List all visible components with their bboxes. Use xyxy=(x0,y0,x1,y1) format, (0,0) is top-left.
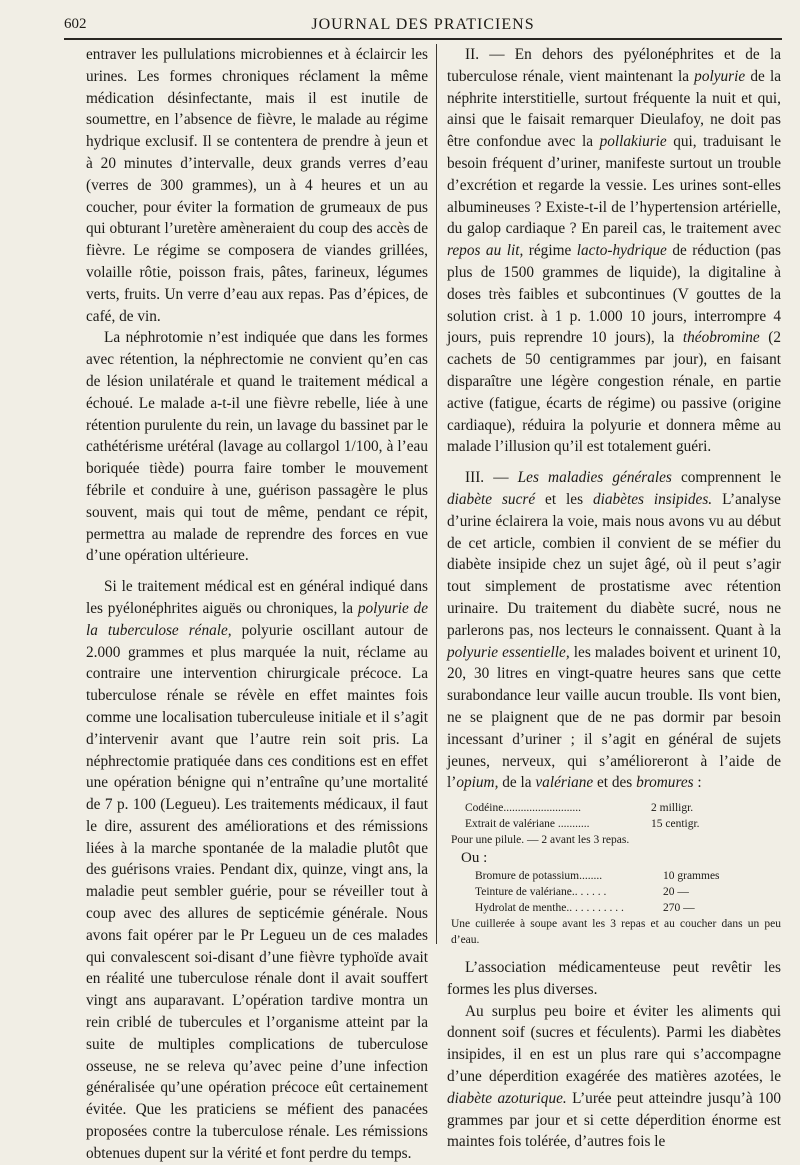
left-column xyxy=(86,44,428,1162)
prescription-row: Codéine........................... 2 milligr. xyxy=(465,802,694,815)
paragraph-nephrotomy: La néphrotomie n’est indiquée que dans les formes avec rétention, la néphrectomie ne convient qu’en cas de lésion unilatérale et quand le traitement médical a échoué. Le malade a-t-il une fièvre rebelle, liée à une rétention purulente du rein, un lavage du bassinet par le cathétérisme urétéral (lavage au collargol 1/100, à l’eau boriquée tiède) pourra faire tomber le mouvement fébrile et conduire à une, guérison passagère le plus souvent, mais qui tout de même, pendant ce répit, permettra au malade de reprendre des forces en vue d’une opération ultérieure. xyxy=(86,329,428,565)
page-header xyxy=(64,12,782,40)
prescription-row: Bromure de potassium........ 10 grammes xyxy=(475,870,720,883)
prescription-or: Ou : xyxy=(461,850,488,867)
page-number: 602 xyxy=(64,16,87,32)
paragraph-section-ii: II. — En dehors des pyélonéphrites et de la tuberculose rénale, vient maintenant la polyurie de la néphrite interstitielle, surtout fréquente la nuit et qui, ainsi que le faisait remarquer Dieulafoy, ne doit pas être confondue avec la pollakiurie qui, traduisant le besoin fréquent d’uriner, manifeste surtout un trouble d’excrétion et regarde la vessie. Les urines sont-elles albumineuses ? Existe-t-il de l’hypertension artérielle, du galop cardiaque ? En pareil cas, le traitement avec repos au lit, régime lacto-hydrique de réduction (pas plus de 1500 grammes de liquide), la digitaline à doses très faibles et subcontinues (V gouttes de la solution crist. à 1 p. 1.000 10 jours, interrompre 4 jours, puis reprendre 10 jours), la théobromine (2 cachets de 50 centigrammes par jour), en faisant disparaître une légère congestion rénale, en partie active (fatigue, écarts de régime) ou passive (origine cardiaque), réduira la polyurie et donnera même au malade l’illusion qu’il est totalement guéri. xyxy=(447,46,781,456)
prescription-row: Teinture de valériane.. . . . . . 20 — xyxy=(475,886,689,899)
paragraph-section-iii: III. — Les maladies générales comprennent le diabète sucré et les diabètes insipides. L’analyse d’urine éclairera la voie, mais nous avons vu au début de cet article, combien il convient de se méfier du diabète insipide chez un sujet âgé, où il peut s’agir tout simplement de prostatisme avec rétention urinaire. Du traitement du diabète sucré, nous ne parlerons pas, nos lecteurs le connaissent. Quant à la polyurie essentielle, les malades boivent et urinent 10, 20, 30 litres en vingt-quatre heures sans que cette surabondance leur vaille aucun trouble. Ils vont bien, ne se plaignent que de ne pas dormir par besoin incessant d’uriner ; il s’agit en général de sujets jeunes, nerveux, qui s’amélioreront à l’aide de l’opium, de la valériane et des bromures : xyxy=(447,469,781,792)
journal-title: JOURNAL DES PRATICIENS xyxy=(311,16,535,33)
prescription-pill xyxy=(447,800,781,948)
prescription-note-1: Pour une pilule. — 2 avant les 3 repas. xyxy=(451,834,630,847)
right-column xyxy=(447,44,781,1151)
paragraph-tuberculosis: Si le traitement médical est en général indiqué dans les pyélonéphrites aiguës ou chroniques, la polyurie de la tuberculose rénale, polyurie oscillant autour de 2.000 grammes et plus marquée la nuit, réclame au contraire une intervention chirurgicale précoce. La tuberculose rénale se révèle en effet maintes fois comme une localisation tuberculeuse initiale et il s’agit d’intervenir avant que l’autre rein soit pris. La néphrectomie pratiquée dans ces conditions est en effet une opération bénigne qui n’entraîne qu’une mortalité de 7 p. 100 (Legueu). Les traitements médicaux, il faut le dire, assurent des améliorations et des rémissions liées à la marche spontanée de la maladie plutôt que des guérisons vraies. Pendant dix, quinze, vingt ans, la maladie peut sembler guérie, pour se réveiller tout à coup avec des allures de septicémie générale. Nous avons fait opérer par le Pr Legueu un de ces malades qui convalescent soi-disant d’une fièvre typhoïde avait en réalité une tuberculose rénale dont il avait souffert vingt ans auparavant. L’opération tardive montra un rein criblé de tubercules et l’organisme atteint par la suite de multiples complications de tuberculose osseuse, ne se releva qu’avec peine d’une infection généralisée qu’une opération précoce eût certainement évitée. Que les praticiens se méfient des panacées proposées contre la tuberculose rénale. Les rémissions obtenues dupent sur la vérité et font perdre du temps. xyxy=(86,578,428,1162)
paragraph-association: L’association médicamenteuse peut revêtir les formes les plus diverses. xyxy=(447,959,781,998)
prescription-row: Extrait de valériane ........... 15 centigr. xyxy=(465,818,700,831)
paragraph-insipid-diabetes: Au surplus peu boire et éviter les aliments qui donnent soif (sucres et féculents). Parmi les diabètes insipides, il en est un plus rare qui s’accompagne d’une déperdition exagérée des matières azotées, le diabète azoturique. L’urée peut atteindre jusqu’à 100 grammes par jour et si cette déperdition énorme est maintes fois tolérée, d’autres fois le xyxy=(447,1002,781,1151)
column-divider xyxy=(436,44,437,944)
paragraph-diet: entraver les pullulations microbiennes et à éclaircir les urines. Les formes chroniques réclament la même médication désinfectante, mais il est inutile de soumettre, en l’absence de fièvre, le malade au régime hydrique exclusif. Il se contentera de prendre à jeun et à 20 minutes d’intervalle, deux grands verres d’eau (verres de 300 grammes), un à 4 heures et un au coucher, pour éviter la formation de grumeaux de pus qui obturant l’uretère amèneraient du coup des accès de fièvre. Le régime se composera de viandes grillées, volaille rôtie, poisson frais, pâtes, farineux, légumes verts, fruits. Un verre d’eau aux repas. Pas d’épices, de café, de vin. xyxy=(86,46,428,325)
prescription-row: Hydrolat de menthe.. . . . . . . . . . 270 — xyxy=(475,902,695,915)
prescription-list-1 xyxy=(447,800,781,832)
prescription-list-2 xyxy=(447,868,781,916)
prescription-note-2: Une cuillerée à soupe avant les 3 repas et au coucher dans un peu d’eau. xyxy=(451,918,781,947)
